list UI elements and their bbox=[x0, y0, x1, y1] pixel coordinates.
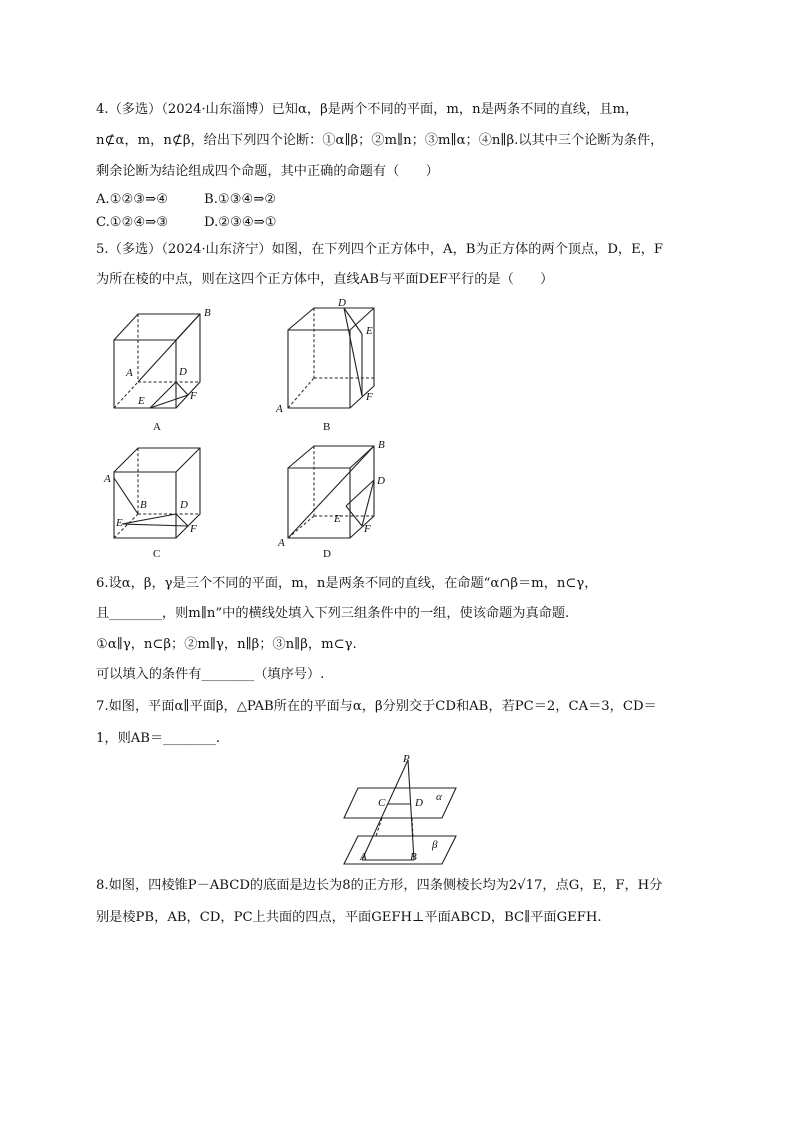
q5-stem-line-1: 5.（多选）（2024·山东济宁）如图，在下列四个正方体中，A，B为正方体的两个顶点，D，E，F bbox=[96, 242, 664, 257]
figure-caption-c: C bbox=[153, 548, 161, 560]
point-label: B bbox=[410, 851, 417, 863]
figure-caption-b: B bbox=[323, 421, 331, 433]
point-label: B bbox=[378, 439, 385, 451]
q6-stem-line-2: 且________，则m∥n”中的横线处填入下列三组条件中的一组，使该命题为真命题. bbox=[96, 606, 570, 621]
point-label: A bbox=[276, 403, 283, 415]
point-label: A bbox=[278, 537, 285, 549]
q7-stem-line-2: 1，则AB＝________. bbox=[96, 731, 221, 746]
point-label: E bbox=[138, 395, 145, 407]
plane-label: β bbox=[432, 839, 438, 851]
q6-answer-line: 可以填入的条件有________（填序号）. bbox=[96, 667, 325, 682]
point-label: D bbox=[338, 297, 346, 309]
q8-stem-line-2: 别是棱PB，AB，CD，PC上共面的四点，平面GEFH⊥平面ABCD，BC∥平面GEFH. bbox=[96, 910, 602, 925]
point-label: A bbox=[104, 473, 111, 485]
parallel-planes-figure bbox=[336, 753, 466, 871]
point-label: D bbox=[180, 499, 188, 511]
figure-caption-d: D bbox=[323, 548, 331, 560]
point-label: F bbox=[190, 523, 197, 535]
point-label: D bbox=[415, 797, 423, 809]
point-label: A bbox=[126, 367, 133, 379]
point-label: E bbox=[366, 325, 373, 337]
q5-stem-line-2: 为所在棱的中点，则在这四个正方体中，直线AB与平面DEF平行的是（ ） bbox=[96, 272, 554, 287]
point-label: E bbox=[334, 513, 341, 525]
q4-stem-line-2: n⊄α，m，n⊄β，给出下列四个论断：①α∥β；②m∥n；③m∥α；④n∥β.以其中三个论断为条件， bbox=[96, 133, 664, 148]
q6-conditions: ①α∥γ，n⊂β；②m∥γ，n∥β；③n∥β，m⊂γ. bbox=[96, 637, 357, 652]
point-label: C bbox=[378, 797, 386, 809]
point-label: P bbox=[403, 753, 410, 765]
point-label: F bbox=[366, 391, 373, 403]
cube-figure-d bbox=[272, 440, 402, 550]
point-label: F bbox=[364, 523, 371, 535]
q4-option-a: A.①②③⇒④ bbox=[96, 192, 169, 207]
point-label: E bbox=[116, 517, 123, 529]
q4-option-c: C.①②④⇒③ bbox=[96, 215, 169, 230]
q4-stem-line-3: 剩余论断为结论组成四个命题，其中正确的命题有（ ） bbox=[96, 164, 439, 179]
q7-stem-line-1: 7.如图，平面α∥平面β，△PAB所在的平面与α，β分别交于CD和AB，若PC＝2，CA＝3，CD＝ bbox=[96, 699, 657, 714]
q4-option-d: D.②③④⇒① bbox=[204, 215, 277, 230]
point-label: A bbox=[360, 851, 367, 863]
q4-stem-line-1: 4.（多选）（2024·山东淄博）已知α，β是两个不同的平面，m，n是两条不同的直线，且m， bbox=[96, 102, 639, 117]
cube-figure-a bbox=[100, 300, 230, 435]
cube-figure-b bbox=[272, 297, 402, 435]
point-label: B bbox=[140, 499, 147, 511]
figure-caption-a: A bbox=[153, 421, 161, 433]
q4-option-b: B.①③④⇒② bbox=[204, 192, 277, 207]
cube-figure-c bbox=[100, 440, 230, 550]
plane-label: α bbox=[436, 791, 442, 803]
point-label: F bbox=[190, 390, 197, 402]
point-label: B bbox=[204, 307, 211, 319]
q8-stem-line-1: 8.如图，四棱锥P－ABCD的底面是边长为8的正方形，四条侧棱长均为2√17，点G，E，F，H分 bbox=[96, 878, 663, 893]
point-label: D bbox=[377, 475, 385, 487]
q6-stem-line-1: 6.设α，β，γ是三个不同的平面，m，n是两条不同的直线，在命题“α∩β＝m，n⊂γ， bbox=[96, 576, 598, 591]
point-label: D bbox=[179, 366, 187, 378]
